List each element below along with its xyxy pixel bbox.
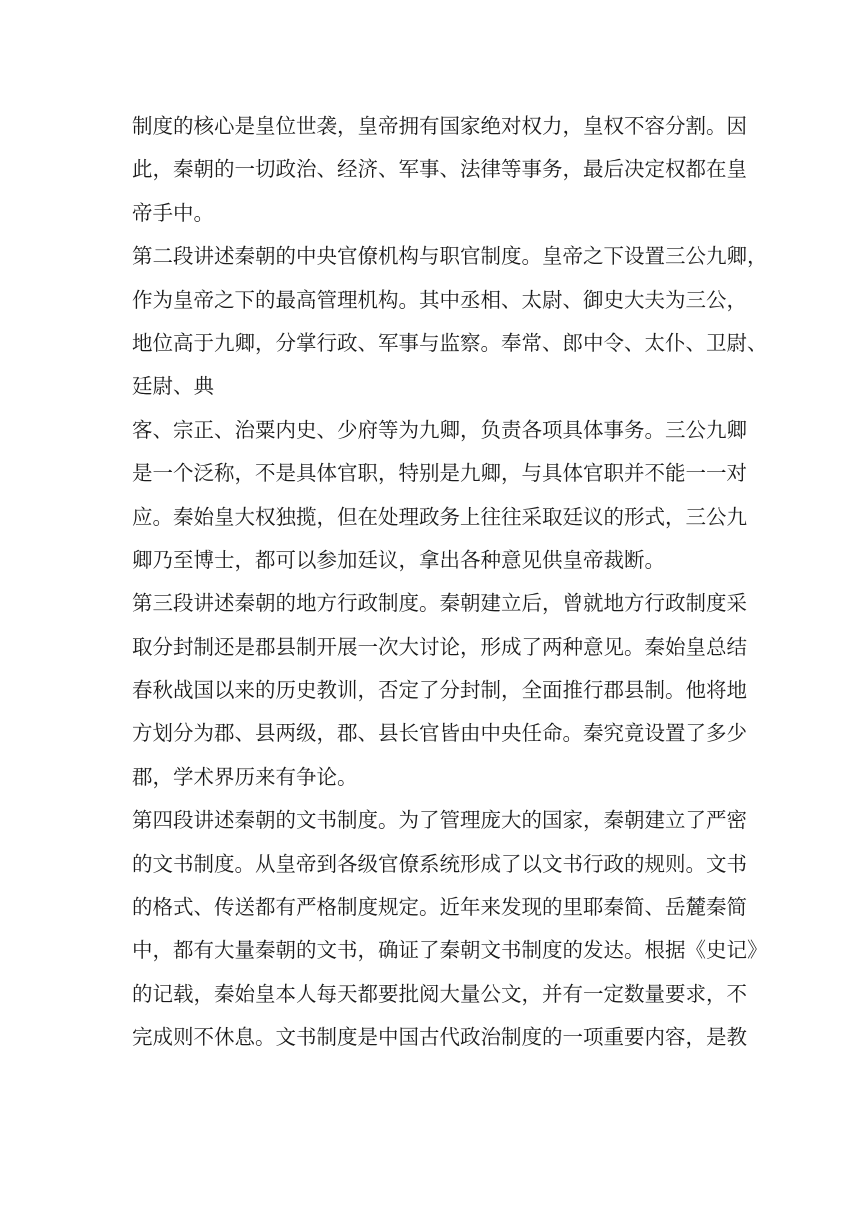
text-line: 第二段讲述秦朝的中央官僚机构与职官制度。皇帝之下设置三公九卿， (132, 244, 768, 269)
body-text (132, 105, 768, 1060)
text-line: 卿乃至博士，都可以参加廷议，拿出各种意见供皇帝裁断。 (132, 547, 665, 572)
text-line: 春秋战国以来的历史教训，否定了分封制，全面推行郡县制。他将地 (132, 678, 747, 703)
text-line: 郡，学术界历来有争论。 (132, 764, 358, 789)
text-line: 作为皇帝之下的最高管理机构。其中丞相、太尉、御史大夫为三公， (132, 287, 747, 312)
text-line: 取分封制还是郡县制开展一次大讨论，形成了两种意见。秦始皇总结 (132, 634, 747, 659)
text-line: 第四段讲述秦朝的文书制度。为了管理庞大的国家，秦朝建立了严密 (132, 808, 747, 833)
text-line: 制度的核心是皇位世袭，皇帝拥有国家绝对权力，皇权不容分割。因 (132, 114, 747, 138)
text-line: 第三段讲述秦朝的地方行政制度。秦朝建立后，曾就地方行政制度采 (132, 591, 747, 616)
text-line: 此，秦朝的一切政治、经济、军事、法律等事务，最后决定权都在皇 (132, 157, 747, 182)
text-line: 方划分为郡、县两级，郡、县长官皆由中央任命。秦究竟设置了多少 (132, 721, 747, 746)
text-line: 是一个泛称，不是具体官职，特别是九卿，与具体官职并不能一一对 (132, 461, 747, 486)
text-line: 廷尉、典 (132, 374, 214, 399)
text-line: 中，都有大量秦朝的文书，确证了秦朝文书制度的发达。根据《史记》 (132, 938, 768, 963)
text-line: 的记载，秦始皇本人每天都要批阅大量公文，并有一定数量要求，不 (132, 981, 747, 1006)
text-line: 完成则不休息。文书制度是中国古代政治制度的一项重要内容，是教 (132, 1025, 747, 1050)
text-line: 应。秦始皇大权独揽，但在处理政务上往往采取廷议的形式，三公九 (132, 504, 747, 529)
text-line: 客、宗正、治粟内史、少府等为九卿，负责各项具体事务。三公九卿 (132, 417, 747, 442)
text-line: 地位高于九卿，分掌行政、军事与监察。奉常、郎中令、太仆、卫尉、 (132, 330, 768, 355)
text-line: 的文书制度。从皇帝到各级官僚系统形成了以文书行政的规则。文书 (132, 851, 747, 876)
text-line: 的格式、传送都有严格制度规定。近年来发现的里耶秦简、岳麓秦简 (132, 895, 747, 920)
text-line: 帝手中。 (132, 200, 214, 225)
